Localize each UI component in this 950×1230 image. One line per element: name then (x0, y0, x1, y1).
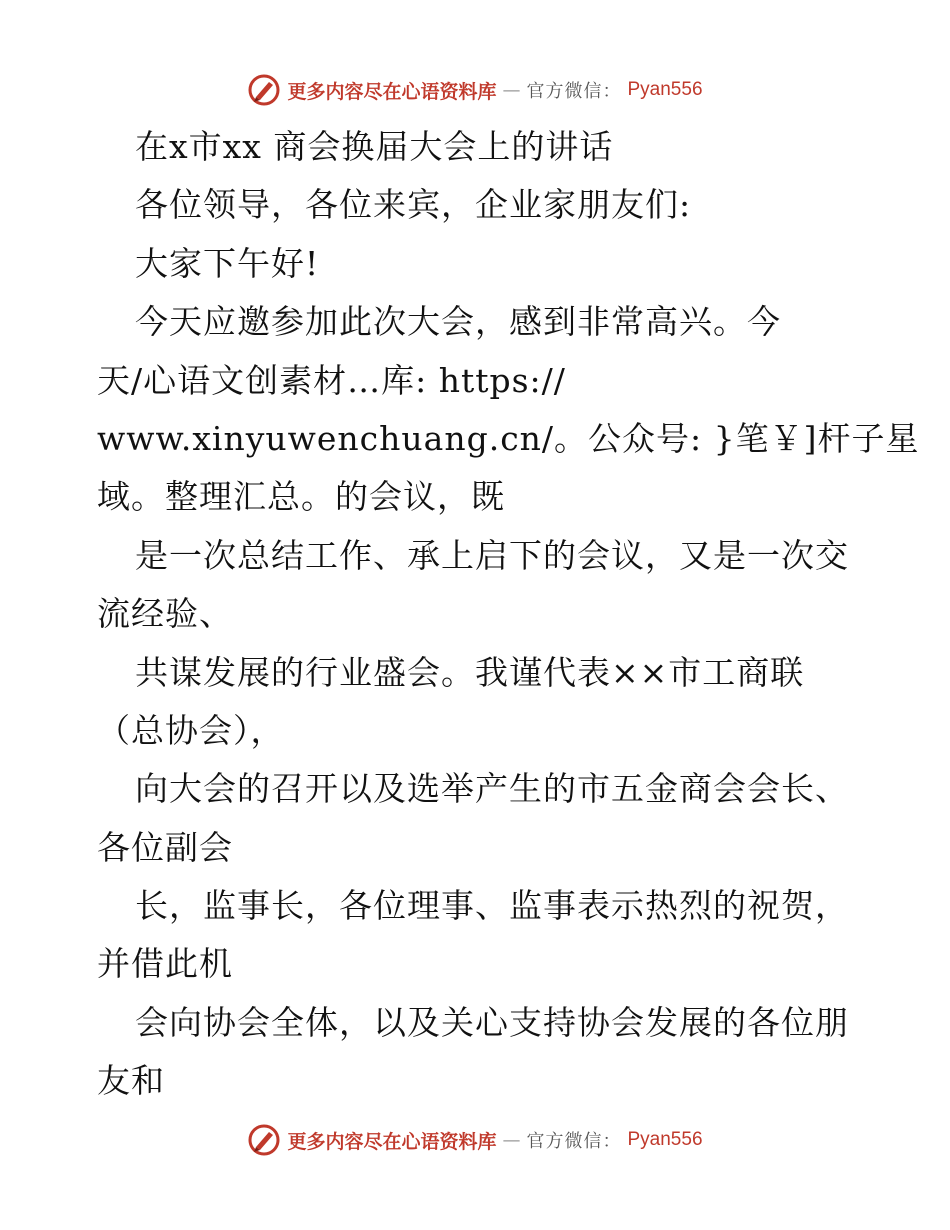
pen-logo-icon (247, 73, 281, 107)
body-line: 长，监事长，各位理事、监事表示热烈的祝贺， (135, 886, 849, 926)
body-line: 流经验、 (97, 594, 233, 634)
banner-text: 更多内容尽在心语资料库 (287, 1130, 497, 1153)
pen-logo-icon (247, 1123, 281, 1157)
document-title: 在x市xx 商会换届大会上的讲话 (135, 127, 614, 166)
banner-wechat-id: Pyan556 (627, 1129, 703, 1150)
body-line: 域。整理汇总。的会议，既 (97, 477, 505, 517)
footer-watermark-banner (0, 1120, 950, 1160)
body-line: 今天应邀参加此次大会，感到非常高兴。今 (135, 302, 781, 342)
body-line: 向大会的召开以及选举产生的市五金商会会长、 (135, 769, 849, 809)
banner-dash: — (502, 79, 521, 101)
banner-wechat-label: 官方微信： (526, 1131, 622, 1152)
banner-wechat-id: Pyan556 (627, 79, 703, 100)
body-line: 会向协会全体，以及关心支持协会发展的各位朋 (135, 1002, 849, 1042)
salutation-line: 各位领导，各位来宾，企业家朋友们: (135, 185, 692, 225)
body-line: （总协会）， (97, 710, 285, 750)
header-watermark-banner (0, 70, 950, 110)
body-line: 友和 (97, 1061, 165, 1101)
body-line: 各位副会 (97, 827, 233, 867)
body-line: 并借此机 (97, 944, 233, 984)
body-line: 是一次总结工作、承上启下的会议，又是一次交 (135, 535, 849, 575)
document-body (97, 118, 920, 1111)
banner-text: 更多内容尽在心语资料库 (287, 80, 497, 103)
body-line: 天/心语文创素材…库: https:// (97, 360, 566, 400)
banner-wechat-label: 官方微信： (526, 81, 622, 102)
banner-dash: — (502, 1129, 521, 1151)
greeting-line: 大家下午好! (135, 243, 320, 283)
body-line: www.xinyuwenchuang.cn/。公众号: }笔￥]杆子星 (97, 418, 920, 458)
body-line: 共谋发展的行业盛会。我谨代表××市工商联 (135, 652, 805, 692)
